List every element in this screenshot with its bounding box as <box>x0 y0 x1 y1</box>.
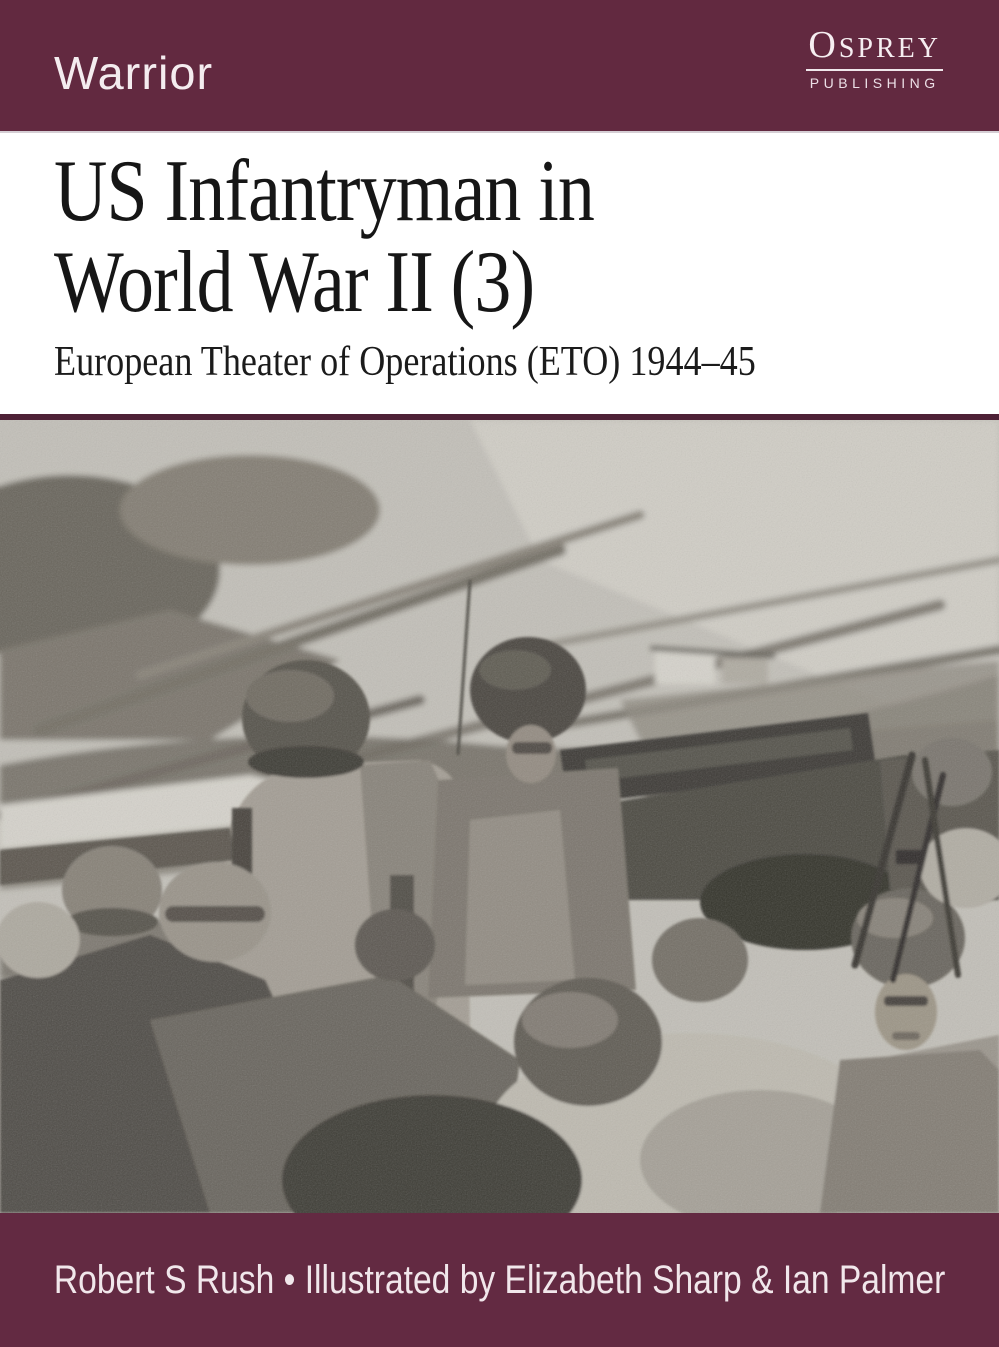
cover-photo <box>0 420 999 1213</box>
publisher-tagline: PUBLISHING <box>809 75 940 91</box>
book-subtitle: European Theater of Operations (ETO) 1944–45 <box>54 339 756 385</box>
credits-bar <box>0 1213 999 1347</box>
book-title-line2: World War II (3) <box>54 233 535 331</box>
photo-grain-overlay <box>0 420 999 1213</box>
title-block <box>0 133 999 414</box>
book-title-line1: US Infantryman in <box>54 143 595 240</box>
credits-text: Robert S Rush • Illustrated by Elizabeth Sharp & Ian Palmer <box>53 1257 946 1302</box>
book-title <box>54 143 595 331</box>
publisher-logo <box>806 26 943 91</box>
publisher-name-initial: O <box>808 24 839 66</box>
publisher-name <box>806 26 943 71</box>
cover-photo-illustration <box>0 420 999 1213</box>
series-banner <box>0 0 999 133</box>
series-title: Warrior <box>54 47 214 99</box>
publisher-name-rest: SPREY <box>838 33 941 64</box>
